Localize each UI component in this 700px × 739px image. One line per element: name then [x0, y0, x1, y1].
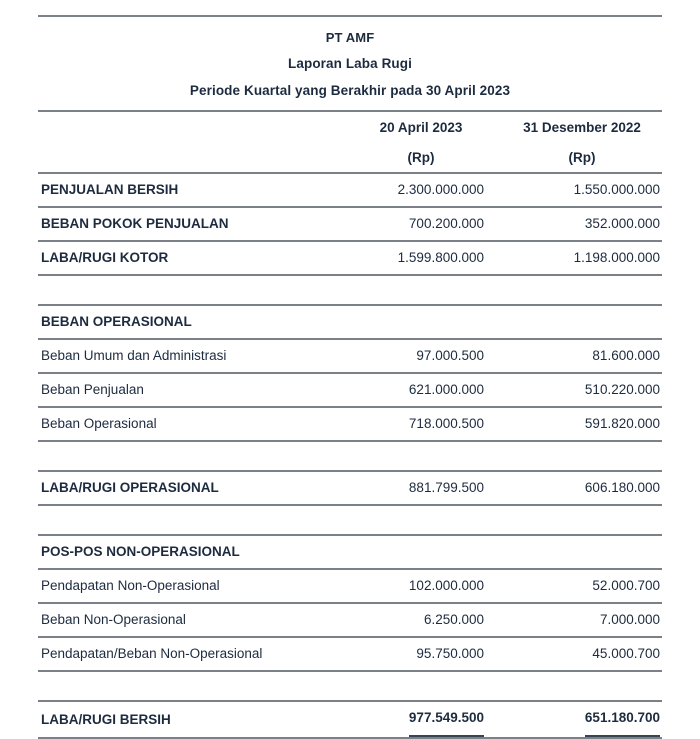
- column-unit-2: (Rp): [502, 143, 662, 173]
- company-name: PT AMF: [325, 30, 375, 45]
- section-spacer: [38, 441, 662, 471]
- row-value-period-1: 95.750.000: [340, 637, 502, 671]
- column-header-period-1: 20 April 2023: [340, 111, 502, 143]
- section-header-label: BEBAN OPERASIONAL: [38, 305, 340, 339]
- statement-container: [38, 15, 662, 739]
- report-period: Periode Kuartal yang Berakhir pada 30 April 2023: [189, 82, 511, 98]
- row-value-period-2: 45.000.700: [502, 637, 662, 671]
- section-header-value-1: [340, 305, 502, 339]
- table-row: [38, 373, 662, 407]
- column-header-label: [38, 111, 340, 143]
- column-unit-1: (Rp): [340, 143, 502, 173]
- row-label: Beban Umum dan Administrasi: [38, 339, 340, 373]
- section-spacer: [38, 671, 662, 701]
- row-label: Beban Operasional: [38, 407, 340, 441]
- row-value-period-1: 102.000.000: [340, 569, 502, 603]
- total-value-period-1: [340, 701, 502, 738]
- column-unit-label: [38, 143, 340, 173]
- row-value-period-1: 621.000.000: [340, 373, 502, 407]
- column-header-period-2: 31 Desember 2022: [502, 111, 662, 143]
- title-block: [38, 17, 662, 110]
- row-label: PENJUALAN BERSIH: [38, 173, 340, 207]
- row-value-period-2: 591.820.000: [502, 407, 662, 441]
- row-value-period-2: 606.180.000: [502, 471, 662, 505]
- section-header-row: [38, 305, 662, 339]
- row-value-period-2: 7.000.000: [502, 603, 662, 637]
- row-value-period-2: 510.220.000: [502, 373, 662, 407]
- row-value-period-2: 352.000.000: [502, 207, 662, 241]
- row-value-period-1: 700.200.000: [340, 207, 502, 241]
- table-row: [38, 173, 662, 207]
- row-value-period-1: 2.300.000.000: [340, 173, 502, 207]
- section-header-value-2: [502, 305, 662, 339]
- table-row: [38, 407, 662, 441]
- section-header-label: POS-POS NON-OPERASIONAL: [38, 535, 340, 569]
- table-row: [38, 637, 662, 671]
- row-value-period-2: 1.550.000.000: [502, 173, 662, 207]
- financial-table: [38, 110, 662, 739]
- total-value-period-2-text: 651.180.700: [585, 702, 660, 737]
- section-header-row: [38, 535, 662, 569]
- row-value-period-1: 881.799.500: [340, 471, 502, 505]
- row-label: Pendapatan Non-Operasional: [38, 569, 340, 603]
- row-value-period-1: 6.250.000: [340, 603, 502, 637]
- section-header-value-1: [340, 535, 502, 569]
- table-row: [38, 603, 662, 637]
- total-value-period-2: [502, 701, 662, 738]
- total-value-period-1-text: 977.549.500: [409, 702, 484, 737]
- row-label: LABA/RUGI OPERASIONAL: [38, 471, 340, 505]
- column-unit-row: [38, 143, 662, 173]
- table-row: [38, 569, 662, 603]
- table-row: [38, 207, 662, 241]
- row-value-period-1: 718.000.500: [340, 407, 502, 441]
- table-row: [38, 241, 662, 275]
- row-value-period-2: 81.600.000: [502, 339, 662, 373]
- section-header-value-2: [502, 535, 662, 569]
- row-value-period-1: 1.599.800.000: [340, 241, 502, 275]
- subtotal-row: [38, 471, 662, 505]
- total-label: LABA/RUGI BERSIH: [38, 701, 340, 738]
- row-label: Beban Non-Operasional: [38, 603, 340, 637]
- row-value-period-2: 1.198.000.000: [502, 241, 662, 275]
- row-label: Beban Penjualan: [38, 373, 340, 407]
- column-header-row: [38, 111, 662, 143]
- row-label: Pendapatan/Beban Non-Operasional: [38, 637, 340, 671]
- row-value-period-1: 97.000.500: [340, 339, 502, 373]
- report-title: Laporan Laba Rugi: [288, 56, 412, 71]
- row-label: LABA/RUGI KOTOR: [38, 241, 340, 275]
- row-label: BEBAN POKOK PENJUALAN: [38, 207, 340, 241]
- row-value-period-2: 52.000.700: [502, 569, 662, 603]
- section-spacer: [38, 505, 662, 535]
- total-row: [38, 701, 662, 738]
- table-row: [38, 339, 662, 373]
- section-spacer: [38, 275, 662, 305]
